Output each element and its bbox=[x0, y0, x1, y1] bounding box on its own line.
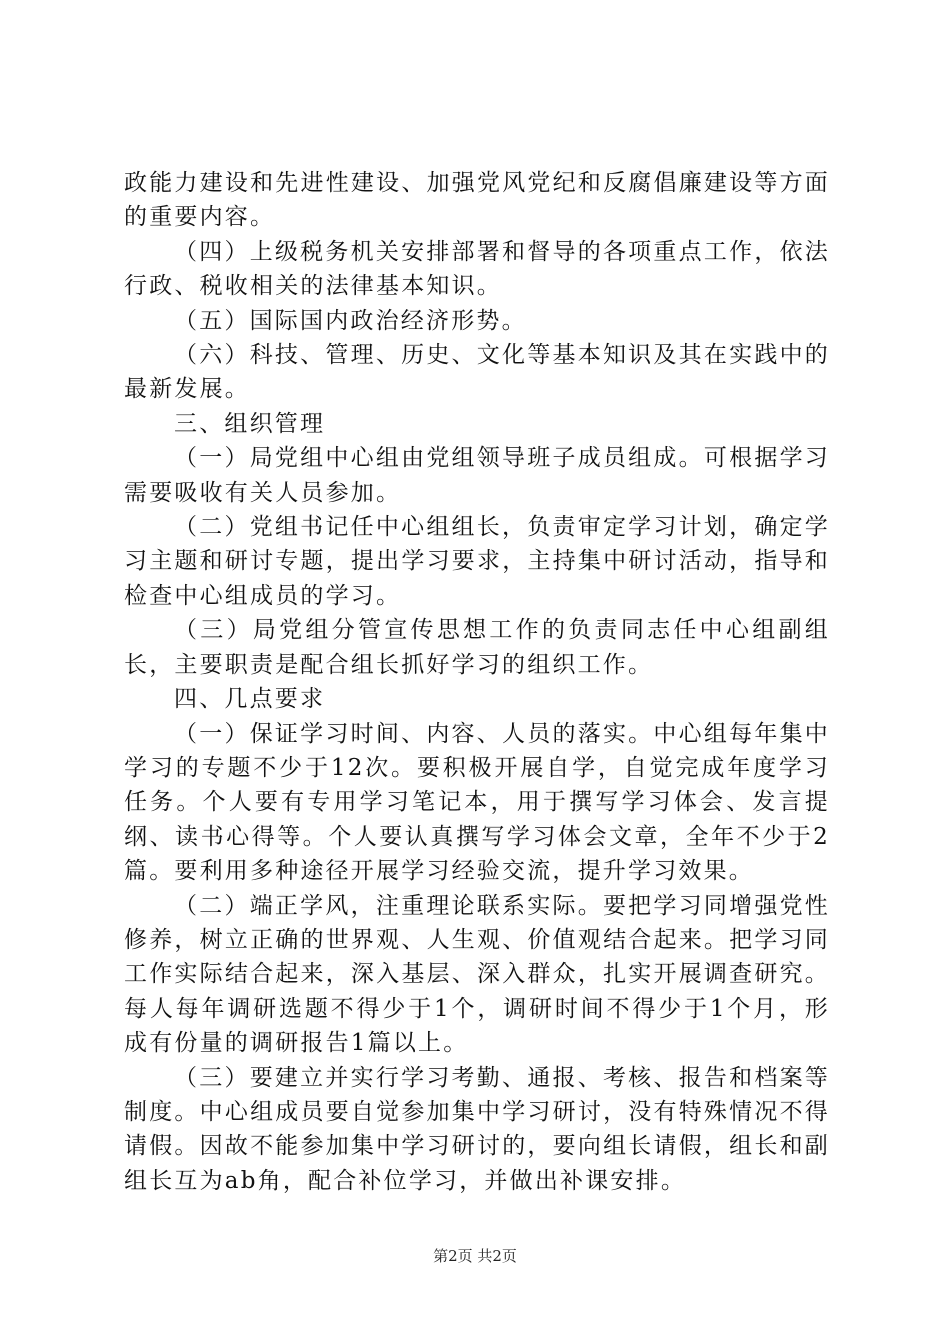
page-number-footer: 第2页 共2页 bbox=[433, 1247, 517, 1265]
paragraph: （三）要建立并实行学习考勤、通报、考核、报告和档案等制度。中心组成员要自觉参加集中学习研讨，没有特殊情况不得请假。因故不能参加集中学习研讨的，要向组长请假，组长和副组长互为ab角，配合补位学习，并做出补课安排。 bbox=[124, 1064, 830, 1194]
section-heading: 三、组织管理 bbox=[174, 410, 326, 437]
section-heading: 四、几点要求 bbox=[174, 686, 326, 713]
paragraph: （六）科技、管理、历史、文化等基本知识及其在实践中的最新发展。 bbox=[124, 342, 830, 403]
paragraph: （一）局党组中心组由党组领导班子成员组成。可根据学习需要吸收有关人员参加。 bbox=[124, 445, 830, 506]
document-body bbox=[124, 166, 830, 1198]
paragraph: （四）上级税务机关安排部署和督导的各项重点工作，依法行政、税收相关的法律基本知识。 bbox=[124, 238, 830, 300]
paragraph: （二）端正学风，注重理论联系实际。要把学习同增强党性修养，树立正确的世界观、人生观、价值观结合起来。把学习同工作实际结合起来，深入基层、深入群众，扎实开展调查研究。每人每年调研选题不得少于1个，调研时间不得少于1个月，形成有份量的调研报告1篇以上。 bbox=[124, 892, 830, 1057]
paragraph: 政能力建设和先进性建设、加强党风党纪和反腐倡廉建设等方面的重要内容。 bbox=[124, 170, 830, 231]
paragraph: （五）国际国内政治经济形势。 bbox=[174, 307, 527, 334]
paragraph: （三）局党组分管宣传思想工作的负责同志任中心组副组长，主要职责是配合组长抓好学习的组织工作。 bbox=[124, 617, 830, 678]
paragraph: （一）保证学习时间、内容、人员的落实。中心组每年集中学习的专题不少于12次。要积极开展自学，自觉完成年度学习任务。个人要有专用学习笔记本，用于撰写学习体会、发言提纲、读书心得等。个人要认真撰写学习体会文章，全年不少于2篇。要利用多种途径开展学习经验交流，提升学习效果。 bbox=[124, 720, 830, 885]
paragraph: （二）党组书记任中心组组长，负责审定学习计划，确定学习主题和研讨专题，提出学习要求，主持集中研讨活动，指导和检查中心组成员的学习。 bbox=[124, 514, 830, 609]
